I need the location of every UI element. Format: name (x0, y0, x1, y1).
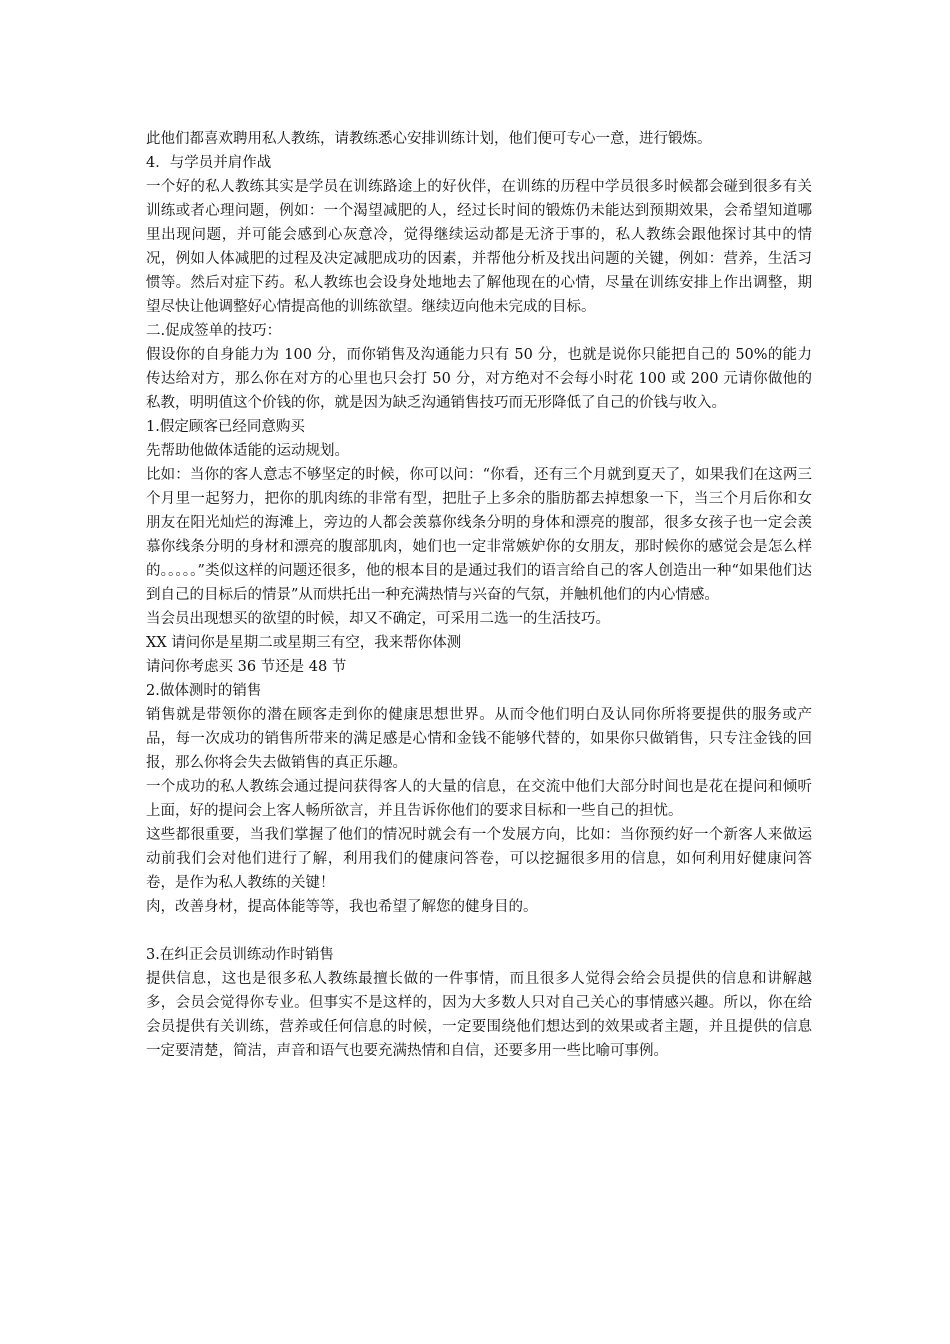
paragraph-questionnaire: 这些都很重要，当我们掌握了他们的情况时就会有一个发展方向，比如：当你预约好一个新客人来做运动前我们会对他们进行了解，利用我们的健康问答卷，可以挖掘很多用的信息，如何利用好健康问答卷，是作为私人教练的关键！ (146, 827, 812, 891)
paragraph-example: 比如：当你的客人意志不够坚定的时候，你可以问：“你看，还有三个月就到夏天了，如果我们在这两三个月里一起努力，把你的肌肉练的非常有型，把肚子上多余的脂肪都去掉想象一下，当三个月后你和女朋友在阳光灿烂的海滩上，旁边的人都会羡慕你线条分明的身体和漂亮的腹部，很多女孩子也一定会羡慕你线条分明的身材和漂亮的腹部肌肉，她们也一定非常嫉妒你的女朋友，那时候你的感觉会是怎么样的。。。。。”类似这样的问题还很多，他的根本目的是通过我们的语言给自己的客人创造出一种“如果他们达到自己的目标后的情景”从而烘托出一种充满热情与兴奋的气氛，并触机他们的内心情感。 (146, 467, 812, 603)
document-page (146, 127, 812, 1063)
section-heading-closing-skills: 二.促成签单的技巧： (146, 323, 282, 339)
blank-line (146, 919, 812, 943)
paragraph-partner: 一个好的私人教练其实是学员在训练路途上的好伙伴，在训练的历程中学员很多时候都会碰到很多有关训练或者心理问题，例如：一个渴望减肥的人，经过长时间的锻炼仍未能达到预期效果，会希望知道哪里出现问题，并可能会感到心灰意冷，觉得继续运动都是无济于事的，私人教练会跟他探讨其中的情况，例如人体减肥的过程及决定减肥成功的因素，并帮他分析及找出问题的关键，例如：营养，生活习惯等。然后对症下药。私人教练也会设身处地地去了解他现在的心情，尽量在训练安排上作出调整，期望尽快让他调整好心情提高他的训练欲望。继续迈向他未完成的目标。 (146, 179, 812, 315)
paragraph-plan: 先帮助他做体适能的运动规划。 (146, 443, 349, 459)
paragraph-information: 提供信息，这也是很多私人教练最擅长做的一件事情，而且很多人觉得会给会员提供的信息和讲解越多，会员会觉得你专业。但事实不是这样的，因为大多数人只对自己关心的事情感兴趣。所以，你在给会员提供有关训练，营养或任何信息的时候，一定要围绕他们想达到的效果或者主题，并且提供的信息一定要清楚，简洁，声音和语气也要充满热情和自信，还要多用一些比喻可事例。 (146, 971, 812, 1059)
paragraph-question-2: 请问你考虑买 36 节还是 48 节 (146, 659, 347, 675)
paragraph-asking: 一个成功的私人教练会通过提问获得客人的大量的信息，在交流中他们大部分时间也是花在提问和倾听上面，好的提问会上客人畅所欲言，并且告诉你他们的要求目标和一些自己的担忧。 (146, 779, 812, 819)
subheading-body-test-sales: 2.做体测时的销售 (146, 683, 262, 699)
paragraph-fitness-goal: 肉，改善身材，提高体能等等，我也希望了解您的健身目的。 (146, 899, 538, 915)
paragraph-two-choice: 当会员出现想买的欲望的时候，却又不确定，可采用二选一的生活技巧。 (146, 611, 610, 627)
subheading-assume-purchase: 1.假定顾客已经同意购买 (146, 419, 305, 435)
subheading-correct-movement: 3.在纠正会员训练动作时销售 (146, 947, 334, 963)
section-heading-4: 4．与学员并肩作战 (146, 155, 272, 171)
paragraph-ability: 假设你的自身能力为 100 分，而你销售及沟通能力只有 50 分，也就是说你只能把自己的 50%的能力传达给对方，那么你在对方的心里也只会打 50 分，对方绝对不会每小时花 100 或 200 元请你做他的私教，明明值这个价钱的你，就是因为缺乏沟通销售技巧而无形降低了自己的价钱与收入。 (146, 347, 812, 411)
paragraph-intro-continuation: 此他们都喜欢聘用私人教练，请教练悉心安排训练计划，他们便可专心一意，进行锻炼。 (146, 131, 712, 147)
paragraph-sales-definition: 销售就是带领你的潜在顾客走到你的健康思想世界。从而令他们明白及认同你所将要提供的服务或产品，每一次成功的销售所带来的满足感是心情和金钱不能够代替的，如果你只做销售，只专注金钱的回报，那么你将会失去做销售的真正乐趣。 (146, 707, 812, 771)
paragraph-question-1: XX 请问你是星期二或星期三有空，我来帮你体测 (146, 635, 462, 651)
